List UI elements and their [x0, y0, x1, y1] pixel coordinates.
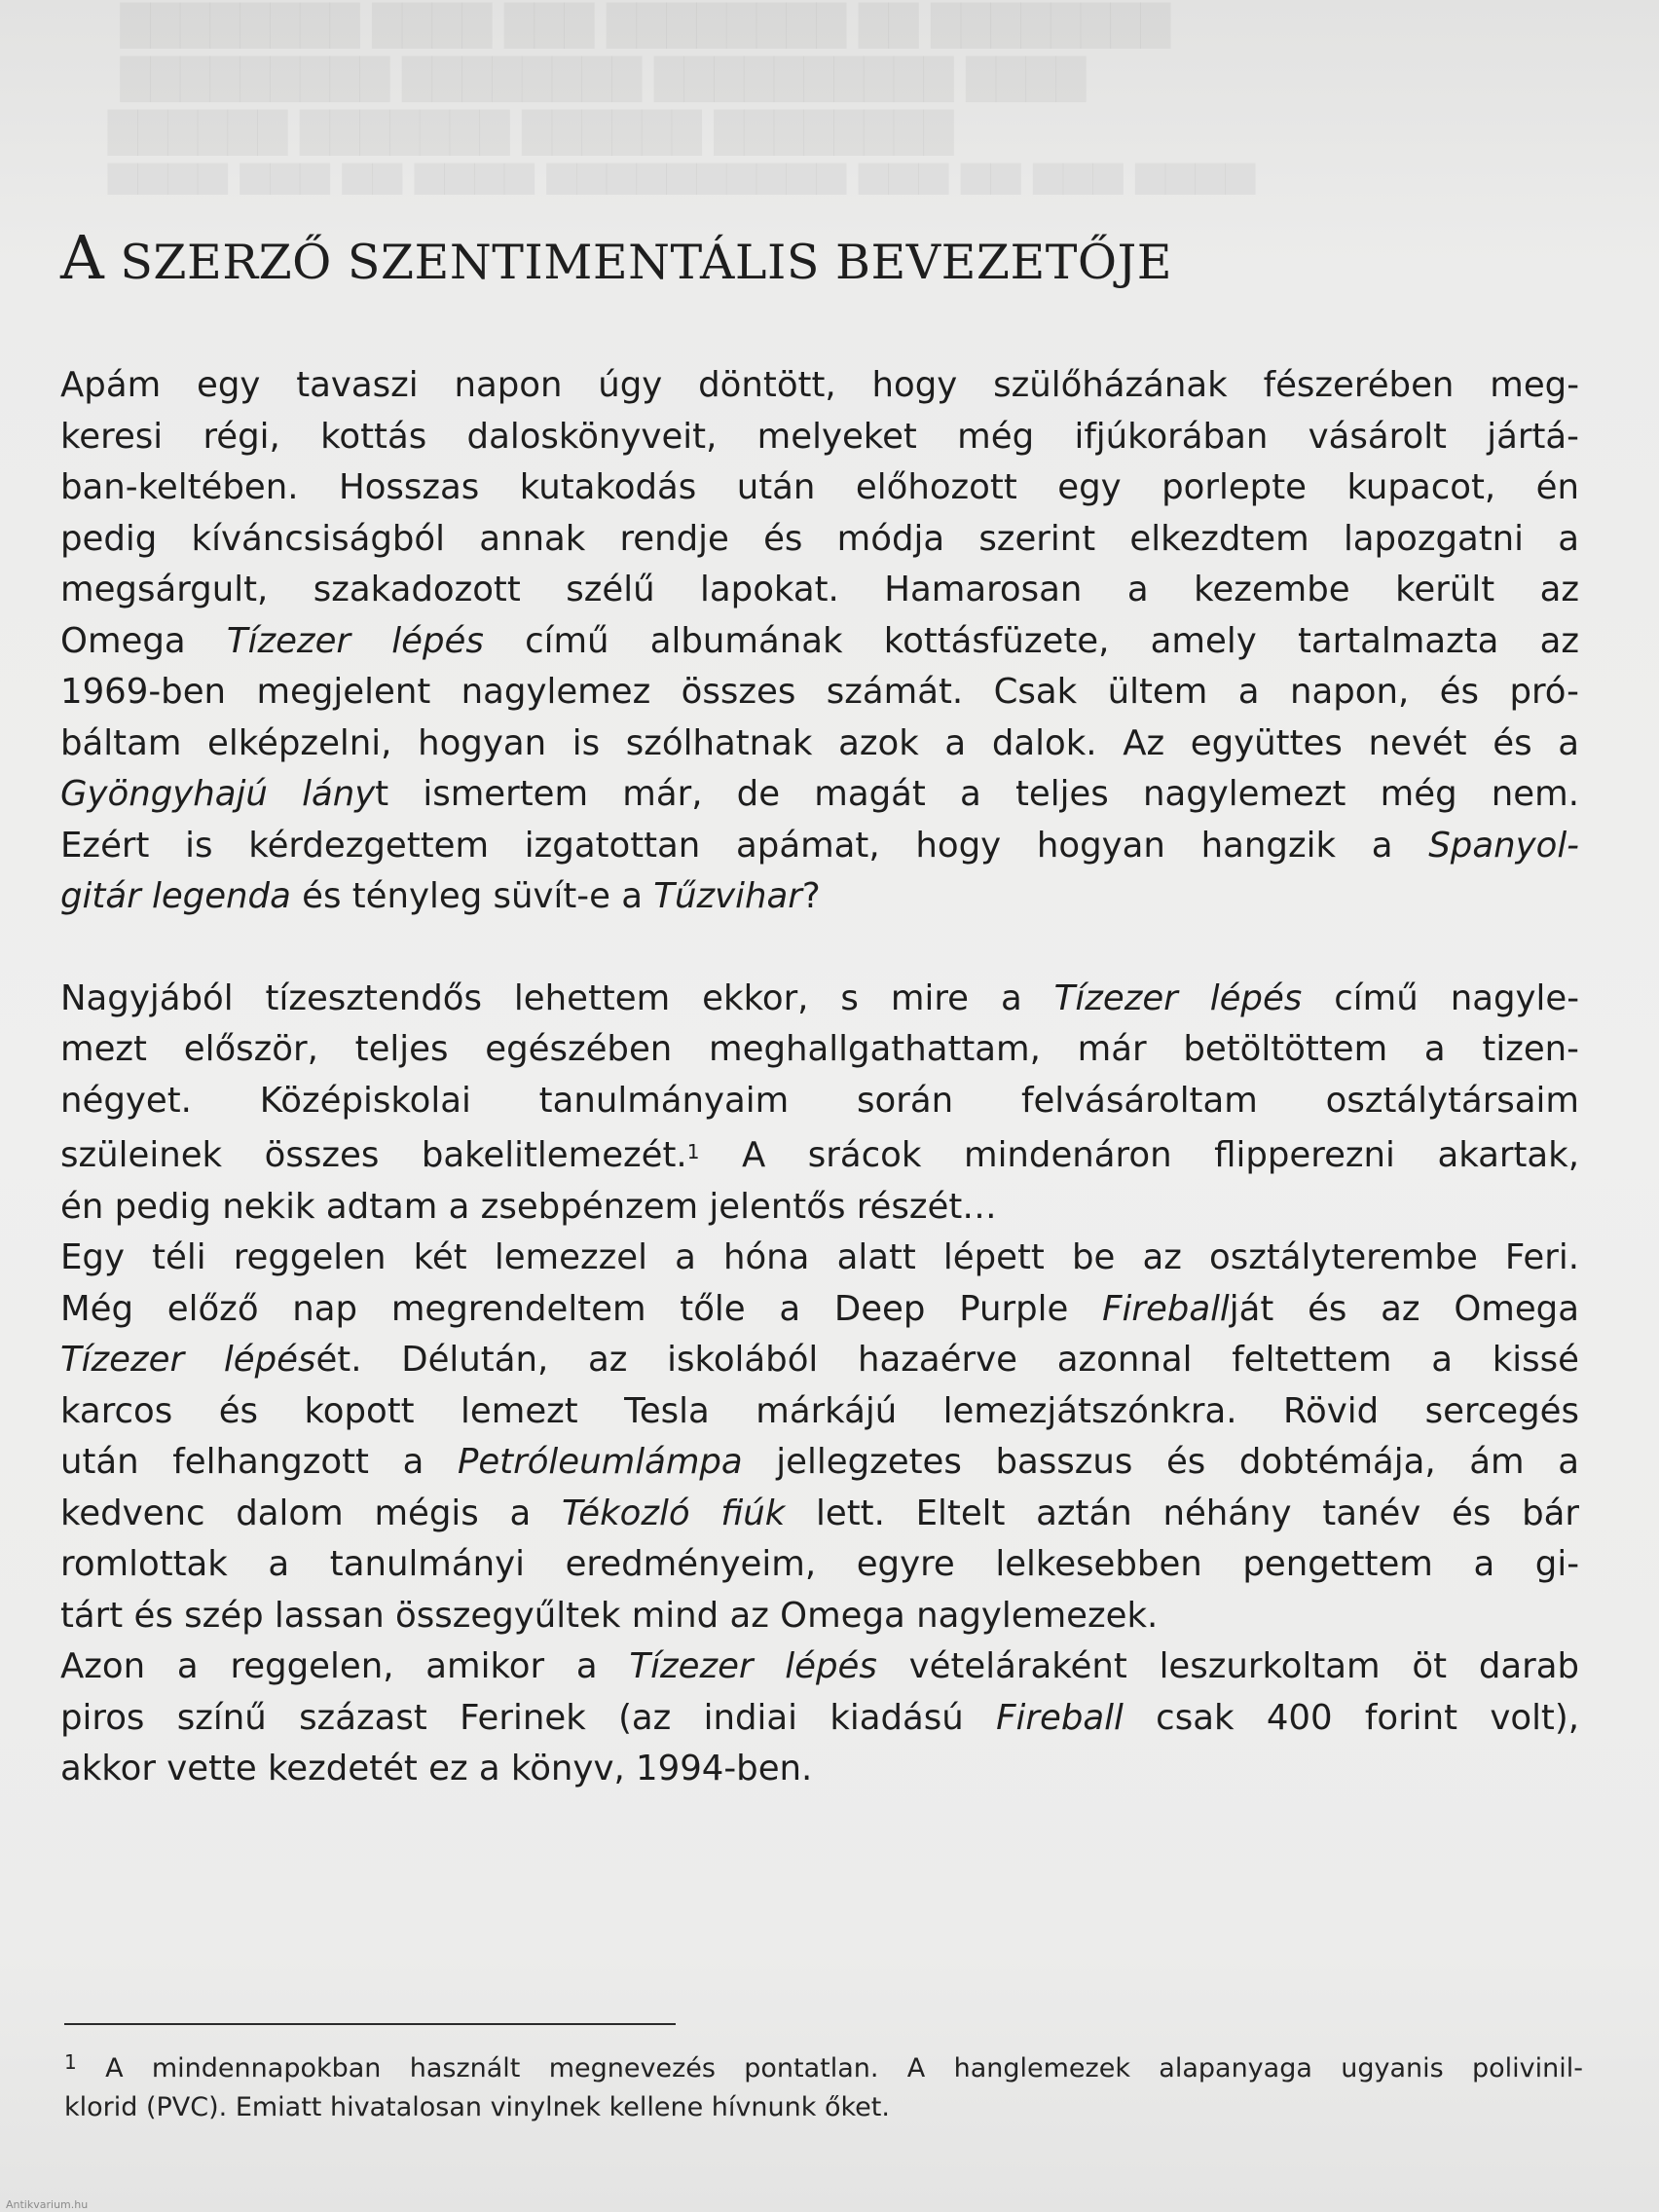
album-title: Fireball [996, 1697, 1124, 1738]
text-line: Még előző nap megrendeltem tőle a Deep Purple Fireballját és az Omega [60, 1288, 1579, 1329]
watermark: Antikvarium.hu [6, 2198, 89, 2211]
text-line: Ezért is kérdezgettem izgatottan apámat, hogy hogyan hangzik a Spanyol- [60, 825, 1579, 866]
bleed-through-text [58, 0, 1421, 195]
song-title: gitár legenda [60, 876, 291, 916]
album-title: Tízezer lépés [60, 1340, 316, 1380]
paragraph-4 [60, 1641, 1579, 1795]
text-line: Nagyjából tízesztendős lehettem ekkor, s mire a Tízezer lépés című nagyle- [60, 977, 1580, 1018]
text-line: gitár legenda és tényleg süvít-e a Tűzvihar? [60, 876, 821, 916]
footnote-reference: 1 [686, 1140, 700, 1163]
album-title: Fireball [1102, 1288, 1230, 1329]
text-line: megsárgult, szakadozott szélű lapokat. Hamarosan a kezembe került az [60, 570, 1579, 609]
text-line: kedvenc dalom mégis a Tékozló fiúk lett. Eltelt aztán néhány tanév és bár [60, 1493, 1579, 1533]
text-line: szüleinek összes bakelitlemezét.$^1$ A srácok mindenáron flipperezni akartak, [60, 1135, 1579, 1175]
text-line: keresi régi, kottás daloskönyveit, melyeket még ifjúkorában vásárolt jártá- [60, 416, 1579, 457]
text-line: 1969-ben megjelent nagylemez összes számát. Csak ültem a napon, és pró- [60, 672, 1579, 712]
footnote-divider [64, 2023, 676, 2025]
album-title: Tízezer lépés [629, 1646, 877, 1686]
text-line: én pedig nekik adtam a zsebpénzem jelentős részét… [60, 1186, 997, 1227]
body-text [60, 360, 1579, 1795]
album-title: Tízezer lépés [1053, 977, 1303, 1018]
text-line: akkor vette kezdetét ez a könyv, 1994-ben. [60, 1749, 813, 1788]
paragraph-2 [60, 974, 1579, 1234]
album-title: Tízezer lépés [226, 620, 484, 661]
song-title: Gyöngyhajú lány [60, 774, 376, 814]
song-title: Tékozló fiúk [561, 1493, 786, 1533]
song-title: Petróleumlámpa [457, 1442, 743, 1482]
song-title: Tűzvihar [653, 876, 802, 916]
text-line: tárt és szép lassan összegyűltek mind az Omega nagylemezek. [60, 1595, 1159, 1636]
text-line: báltam elképzelni, hogyan is szólhatnak azok a dalok. Az együttes nevét és a [60, 722, 1579, 763]
text-line: piros színű százast Ferinek (az indiai kiadású Fireball csak 400 forint volt), [60, 1697, 1579, 1738]
text-line: Azon a reggelen, amikor a Tízezer lépés vételáraként leszurkoltam öt darab [60, 1646, 1579, 1686]
footnote-number: 1 [64, 2050, 77, 2074]
text-line: Apám egy tavaszi napon úgy döntött, hogy szülőházának fészerében meg- [60, 365, 1579, 405]
paragraph-3 [60, 1233, 1579, 1641]
paragraph-1 [60, 360, 1579, 923]
chapter-title: A SZERZŐ SZENTIMENTÁLIS BEVEZETŐJE [60, 222, 1172, 293]
text-line: Egy téli reggelen két lemezzel a hóna alatt lépett be az osztályterembe Feri. [60, 1237, 1579, 1277]
footnote-line: $^1$ A mindennapokban használt megnevezés pontatlan. A hanglemezek alapanyaga ugyanis polivinil- [64, 2050, 1584, 2083]
text-line: után felhangzott a Petróleumlámpa jellegzetes basszus és dobtémája, ám a [60, 1442, 1579, 1482]
footnote-line: klorid (PVC). Emiatt hivatalosan vinylnek kellene hívnunk őket. [64, 2092, 890, 2122]
text-line: romlottak a tanulmányi eredményeim, egyre lelkesebben pengettem a gi- [60, 1544, 1579, 1584]
text-line: pedig kíváncsiságból annak rendje és módja szerint elkezdtem lapozgatni a [60, 518, 1579, 559]
text-line: Tízezer lépését. Délután, az iskolából hazaérve azonnal feltettem a kissé [60, 1340, 1579, 1380]
song-title: Spanyol- [1428, 825, 1579, 866]
text-line: mezt először, teljes egészében meghallgathattam, már betöltöttem a tizen- [60, 1029, 1579, 1069]
text-line: Omega Tízezer lépés című albumának kottásfüzete, amely tartalmazta az [60, 620, 1580, 661]
text-line: négyet. Középiskolai tanulmányaim során felvásároltam osztálytársaim [60, 1080, 1579, 1121]
text-line: karcos és kopott lemezt Tesla márkájú lemezjátszónkra. Rövid sercegés [60, 1390, 1579, 1431]
text-line: Gyöngyhajú lányt ismertem már, de magát a teljes nagylemezt még nem. [60, 774, 1580, 814]
text-line: ban-keltében. Hosszas kutakodás után előhozott egy porlepte kupacot, én [60, 467, 1579, 507]
footnote [64, 2043, 1583, 2127]
